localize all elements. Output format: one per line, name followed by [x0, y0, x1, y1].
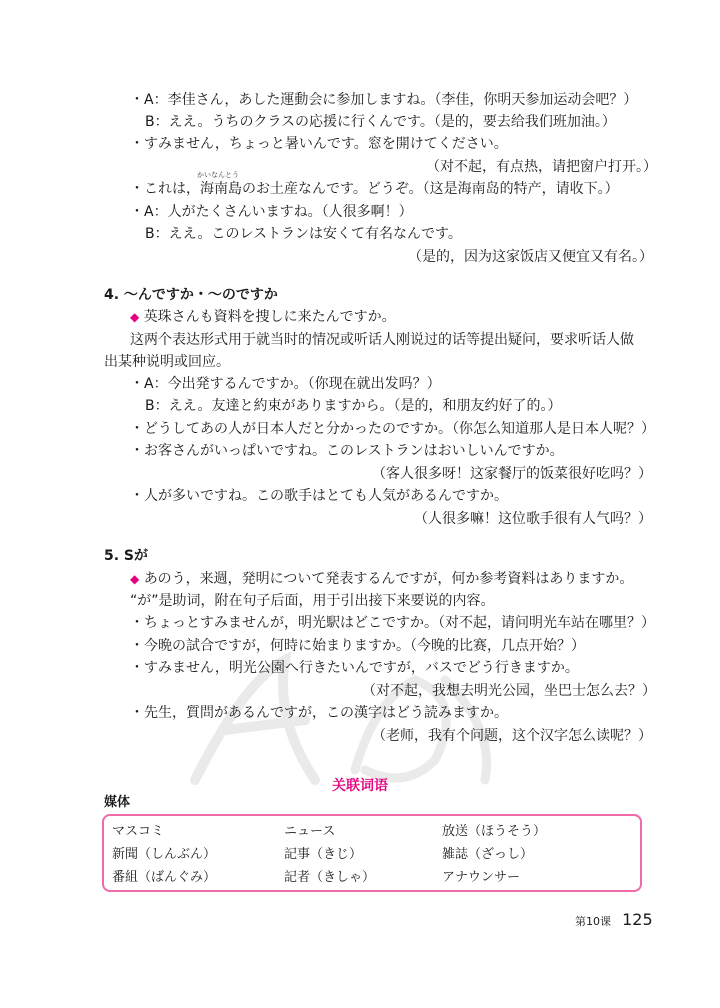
example-line: ・ちょっとすみませんが，明光駅はどこですか。（对不起，请问明光车站在哪里？） [130, 615, 655, 631]
translation-line: （人很多嘛！这位歌手很有人气吗？） [414, 511, 652, 527]
example-line: B：ええ。このレストランは安くて有名なんです。 [145, 226, 462, 242]
example-line: B：ええ。うちのクラスの応援に行くんです。（是的，要去给我们班加油。） [145, 114, 616, 130]
vocab-item: 記者（きしゃ） [284, 870, 376, 885]
section-title: 5. Sが [104, 548, 149, 564]
example-line: ・どうしてあの人が日本人だと分かったのですか。（你怎么知道那人是日本人呢？） [130, 421, 655, 437]
example-line: ・A：今出発するんですか。（你现在就出发吗？） [130, 376, 441, 392]
key-example [130, 570, 633, 588]
diamond-icon: ◆ [130, 310, 140, 324]
lesson-label: 第10课 [575, 915, 611, 928]
translation-line: （是的，因为这家饭店又便宜又有名。） [408, 249, 653, 265]
example-line: ・すみません，ちょっと暑いんです。窓を開けてください。 [130, 136, 508, 152]
translation-line: （对不起，有点热，请把窗户打开。） [426, 159, 657, 175]
key-example [130, 308, 396, 326]
vocab-item: 新聞（しんぶん） [112, 847, 217, 862]
example-line: ・先生，質問があるんですが，この漢字はどう読みますか。 [130, 705, 508, 721]
vocab-heading: 关联词语 [332, 778, 388, 794]
vocab-item: アナウンサー [442, 870, 521, 885]
diamond-icon: ◆ [130, 572, 140, 586]
example-line: ・これは，海南島のお土産なんです。どうぞ。（这是海南岛的特产，请收下。） [130, 181, 619, 197]
vocab-item: 雑誌（ざっし） [442, 847, 534, 862]
page-footer [575, 910, 653, 929]
example-line: ・すみません，明光公園へ行きたいんですが，バスでどう行きますか。 [130, 660, 579, 676]
explanation: 这两个表达形式用于就当时的情况或听话人刚说过的话等提出疑问，要求听话人做 [130, 332, 634, 348]
key-example-text: あのう，来週，発明について発表するんですが，何か参考資料はありますか。 [143, 571, 634, 587]
example-line: ・A：李佳さん，あした運動会に参加しますね。（李佳，你明天参加运动会吧？） [130, 92, 638, 108]
key-example-text: 英珠さんも資料を捜しに来たんですか。 [143, 309, 396, 325]
translation-line: （客人很多呀！这家餐厅的饭菜很好吃吗？） [372, 466, 652, 482]
furigana: かいなんとう [197, 171, 239, 179]
explanation: “が”是助词，附在句子后面，用于引出接下来要说的内容。 [130, 593, 495, 609]
vocab-item: マスコミ [112, 824, 165, 839]
vocab-item: 記事（きじ） [284, 847, 363, 862]
example-line: ・人が多いですね。この歌手はとても人気があるんですか。 [130, 488, 508, 504]
translation-line: （老师，我有个问题，这个汉字怎么读呢？） [372, 728, 652, 744]
vocab-item: 番組（ばんぐみ） [112, 870, 217, 885]
example-line: B：ええ。友達と約束がありますから。（是的，和朋友约好了的。） [145, 398, 562, 414]
section-title: 4. ～んですか・～のですか [104, 287, 278, 303]
vocab-box [102, 814, 642, 892]
example-line: ・今晩の試合ですが，何時に始まりますか。（今晚的比赛，几点开始？） [130, 638, 585, 654]
explanation: 出某种说明或回应。 [104, 354, 230, 370]
translation-line: （对不起，我想去明光公园，坐巴士怎么去？） [362, 683, 656, 699]
vocab-item: ニュース [284, 824, 336, 839]
vocab-subheading: 媒体 [104, 795, 131, 810]
page-number: 125 [622, 910, 653, 929]
example-line: ・お客さんがいっぱいですね。このレストランはおいしいんですか。 [130, 443, 564, 459]
vocab-item: 放送（ほうそう） [442, 824, 547, 839]
example-line: ・A：人がたくさんいますね。（人很多啊！） [130, 204, 413, 220]
